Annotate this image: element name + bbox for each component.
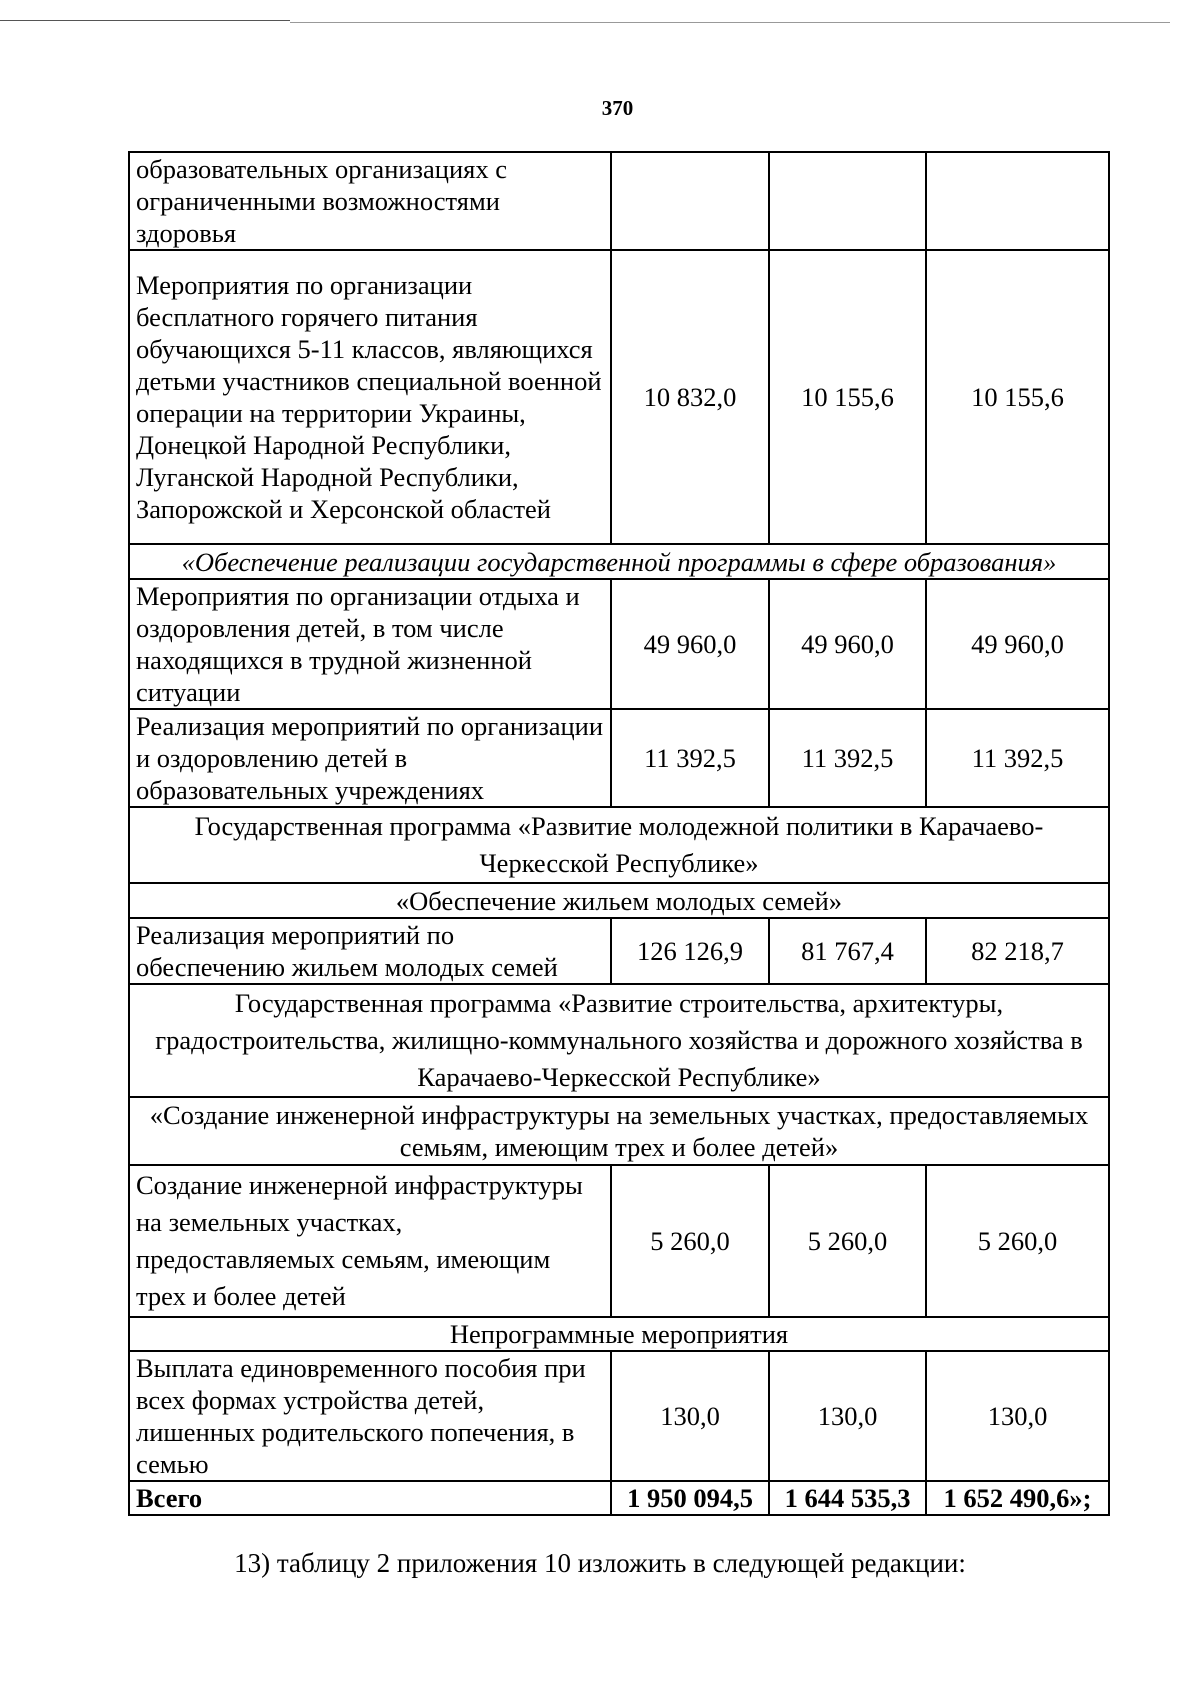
- section-row: [129, 807, 1109, 883]
- section-row: [129, 883, 1109, 918]
- page-number: 370: [601, 96, 634, 120]
- budget-table: [128, 151, 1110, 1516]
- table-row: [129, 918, 1109, 984]
- row-description: Реализация мероприятий по организации и оздоровлению детей в образовательных учреждениях: [129, 709, 611, 807]
- total-value: 1 950 094,5: [611, 1481, 769, 1515]
- value-cell: 10 155,6: [926, 250, 1109, 544]
- value-cell: 5 260,0: [926, 1165, 1109, 1317]
- section-row: [129, 544, 1109, 579]
- value-cell: 10 155,6: [769, 250, 926, 544]
- value-cell: 11 392,5: [611, 709, 769, 807]
- value-cell: 49 960,0: [926, 579, 1109, 709]
- total-value: 1 644 535,3: [769, 1481, 926, 1515]
- value-cell: 81 767,4: [769, 918, 926, 984]
- table-row: [129, 579, 1109, 709]
- value-cell: 49 960,0: [611, 579, 769, 709]
- value-cell: 126 126,9: [611, 918, 769, 984]
- section-heading: Непрограммные мероприятия: [129, 1317, 1109, 1351]
- value-cell: 11 392,5: [926, 709, 1109, 807]
- value-cell: [769, 152, 926, 250]
- value-cell: 5 260,0: [611, 1165, 769, 1317]
- table-row: [129, 709, 1109, 807]
- subprogram-heading: «Обеспечение жильем молодых семей»: [129, 883, 1109, 918]
- value-cell: 82 218,7: [926, 918, 1109, 984]
- program-heading: Государственная программа «Развитие строительства, архитектуры, градостроительства, жилищно-коммунального хозяйства и дорожного хозяйства в Карачаево-Черкесской Республике»: [129, 984, 1109, 1097]
- total-row: [129, 1481, 1109, 1515]
- program-heading: Государственная программа «Развитие молодежной политики в Карачаево-Черкесской Республике»: [129, 807, 1109, 883]
- value-cell: [926, 152, 1109, 250]
- table-row: [129, 1351, 1109, 1481]
- row-description: Выплата единовременного пособия при всех формах устройства детей, лишенных родительского попечения, в семью: [129, 1351, 611, 1481]
- row-description: Мероприятия по организации отдыха и оздоровления детей, в том числе находящихся в трудной жизненной ситуации: [129, 579, 611, 709]
- row-description: Реализация мероприятий по обеспечению жильем молодых семей: [129, 918, 611, 984]
- total-value: 1 652 490,6»;: [926, 1481, 1109, 1515]
- section-row: [129, 1317, 1109, 1351]
- value-cell: 130,0: [926, 1351, 1109, 1481]
- value-cell: 49 960,0: [769, 579, 926, 709]
- row-description: Мероприятия по организации бесплатного горячего питания обучающихся 5-11 классов, являющихся детьми участников специальной военной операции на территории Украины, Донецкой Народной Республики, Луганской Народной Республики, Запорожской и Херсонской областей: [129, 250, 611, 544]
- scan-edge-line: [0, 20, 290, 21]
- value-cell: 130,0: [769, 1351, 926, 1481]
- table-row: [129, 250, 1109, 544]
- row-description: образовательных организациях с ограниченными возможностями здоровья: [129, 152, 611, 250]
- total-label: Всего: [129, 1481, 611, 1515]
- section-heading: «Обеспечение реализации государственной программы в сфере образования»: [129, 544, 1109, 579]
- value-cell: 11 392,5: [769, 709, 926, 807]
- instruction-text: 13) таблицу 2 приложения 10 изложить в следующей редакции:: [234, 1548, 966, 1578]
- section-row: [129, 1097, 1109, 1165]
- row-description: Создание инженерной инфраструктуры на земельных участках, предоставляемых семьям, имеющим трех и более детей: [129, 1165, 611, 1317]
- table-row: [129, 152, 1109, 250]
- section-row: [129, 984, 1109, 1097]
- subprogram-heading: «Создание инженерной инфраструктуры на земельных участках, предоставляемых семьям, имеющим трех и более детей»: [129, 1097, 1109, 1165]
- value-cell: 130,0: [611, 1351, 769, 1481]
- table-row: [129, 1165, 1109, 1317]
- value-cell: 5 260,0: [769, 1165, 926, 1317]
- value-cell: 10 832,0: [611, 250, 769, 544]
- scan-edge-line: [290, 22, 1170, 23]
- value-cell: [611, 152, 769, 250]
